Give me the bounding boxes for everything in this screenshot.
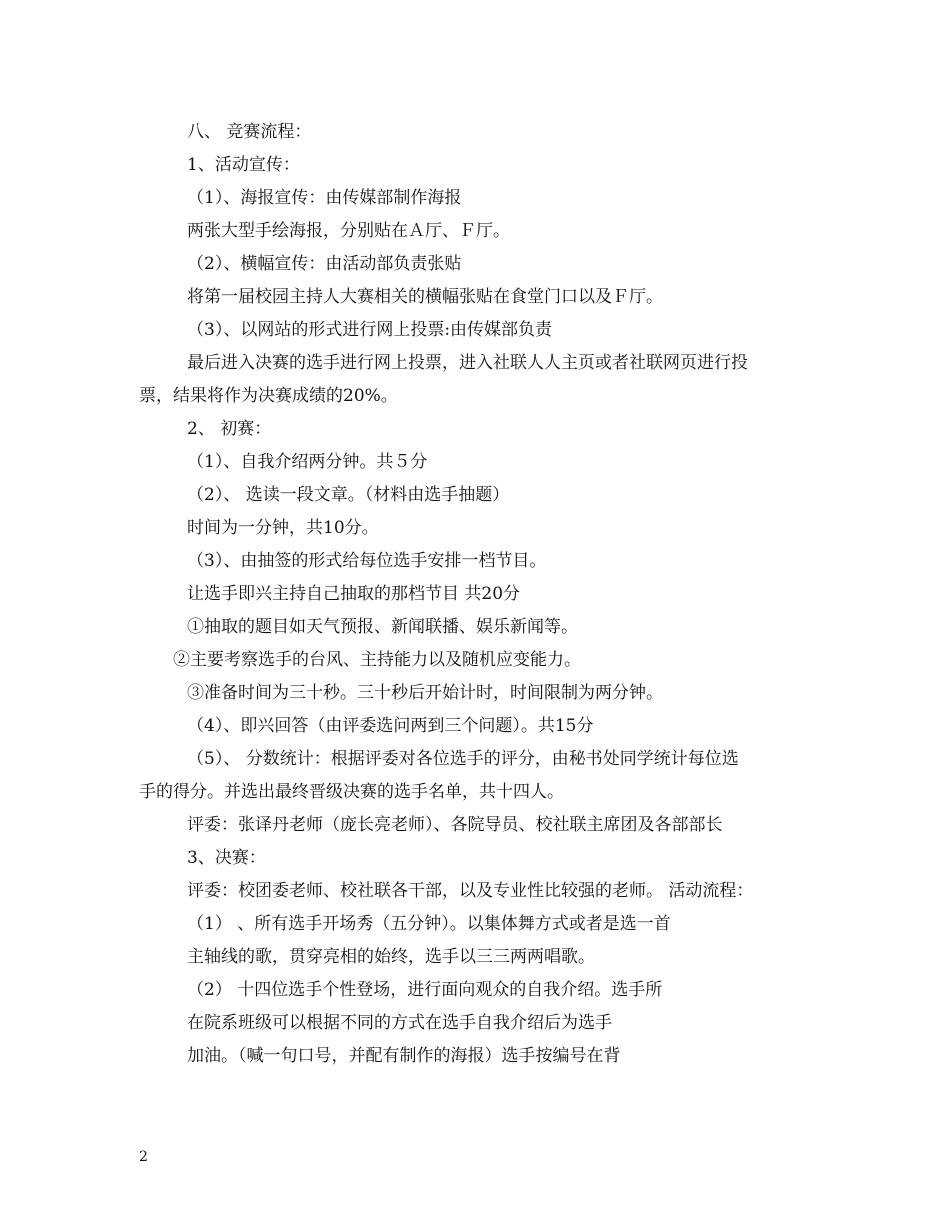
text-line: 让选手即兴主持自己抽取的那档节目 共20分 — [187, 584, 521, 604]
text-line: （4）、即兴回答（由评委选问两到三个问题）。共15分 — [187, 716, 594, 736]
subheading-promotion: 1、活动宣传： — [187, 155, 300, 175]
text-line: 最后进入决赛的选手进行网上投票，进入社联人人主页或者社联网页进行投 — [187, 353, 748, 373]
section-heading-competition-flow: 八、 竞赛流程： — [187, 122, 312, 142]
text-line: （2）、横幅宣传：由活动部负责张贴 — [187, 254, 462, 274]
subheading-final: 3、决赛： — [187, 848, 266, 868]
text-line: ②主要考察选手的台风、主持能力以及随机应变能力。 — [173, 650, 581, 670]
text-line: （1）、自我介绍两分钟。共５分 — [187, 452, 428, 472]
text-line: ①抽取的题目如天气预报、新闻联播、娱乐新闻等。 — [187, 617, 578, 637]
text-line: 加油。（喊一句口号，并配有制作的海报）选手按编号在背 — [187, 1046, 621, 1066]
text-line: （5）、 分数统计：根据评委对各位选手的评分，由秘书处同学统计每位选 — [187, 749, 739, 769]
text-line: （3）、由抽签的形式给每位选手安排一档节目。 — [187, 551, 547, 571]
text-line: （2） 十四位选手个性登场，进行面向观众的自我介绍。选手所 — [187, 980, 663, 1000]
text-line: 两张大型手绘海报，分别贴在Ａ厅、Ｆ厅。 — [187, 221, 510, 241]
text-line: ③准备时间为三十秒。三十秒后开始计时，时间限制为两分钟。 — [187, 683, 663, 703]
text-line: 主轴线的歌，贯穿亮相的始终，选手以三三两两唱歌。 — [187, 947, 595, 967]
text-line: 手的得分。并选出最终晋级决赛的选手名单，共十四人。 — [139, 782, 564, 802]
text-line: 评委：张译丹老师（庞长亮老师）、各院导员、校社联主席团及各部部长 — [187, 815, 723, 835]
text-line: （1） 、所有选手开场秀（五分钟）。以集体舞方式或者是选一首 — [187, 914, 671, 934]
text-line: 在院系班级可以根据不同的方式在选手自我介绍后为选手 — [187, 1013, 612, 1033]
text-line: 票，结果将作为决赛成绩的20%。 — [139, 386, 398, 406]
text-line: （3）、以网站的形式进行网上投票:由传媒部负责 — [187, 320, 553, 340]
text-line: 将第一届校园主持人大赛相关的横幅张贴在食堂门口以及Ｆ厅。 — [187, 287, 663, 307]
text-line: （2）、 选读一段文章。（材料由选手抽题） — [187, 485, 510, 505]
subheading-preliminary: 2、 初赛： — [187, 419, 272, 439]
text-line: 评委：校团委老师、校社联各干部，以及专业性比较强的老师。 活动流程： — [187, 881, 754, 901]
text-line: 时间为一分钟，共10分。 — [187, 518, 379, 538]
text-line: （1）、海报宣传：由传媒部制作海报 — [187, 188, 462, 208]
page-number: 2 — [139, 1149, 148, 1165]
